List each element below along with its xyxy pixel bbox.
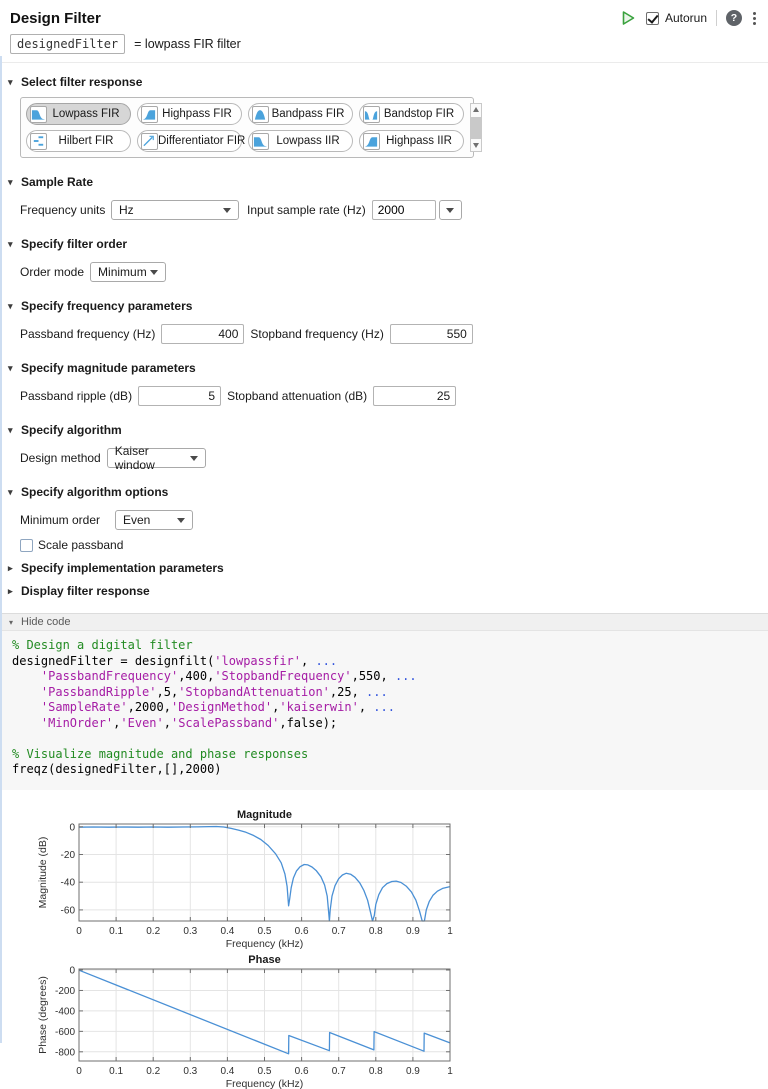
frequency-units-label: Frequency units (20, 203, 106, 217)
chart-title: Magnitude (237, 808, 292, 821)
lowpass-filter-icon (252, 133, 269, 150)
filter-response-button-highpass-iir[interactable] (359, 130, 464, 152)
y-tick-label: -800 (54, 1046, 75, 1058)
input-sample-rate-dropdown-button[interactable] (439, 200, 462, 220)
minimum-order-dropdown[interactable] (115, 510, 193, 530)
x-tick-label: 0 (76, 1065, 82, 1077)
chevron-down-icon (150, 270, 158, 275)
collapse-caret-icon (8, 487, 21, 498)
highpass-filter-icon (141, 106, 158, 123)
filter-response-button-differentiator-fir[interactable] (137, 130, 246, 152)
collapse-caret-icon (8, 239, 21, 250)
code-line: % Visualize magnitude and phase responses (12, 746, 309, 761)
y-tick-label: 0 (69, 821, 75, 833)
header-separator (0, 62, 768, 63)
y-axis-label: Phase (degrees) (37, 975, 49, 1054)
collapse-caret-icon (8, 177, 21, 188)
collapse-caret-icon (8, 586, 21, 597)
code-line: 'MinOrder','Even','ScalePassband',false); (40, 715, 338, 730)
run-icon (620, 10, 636, 26)
stopband-attenuation-label: Stopband attenuation (dB) (227, 389, 368, 403)
code-line (12, 731, 768, 747)
y-tick-label: -400 (54, 1005, 75, 1017)
code-line: % Design a digital filter (12, 638, 193, 652)
bandstop-filter-icon (363, 106, 380, 123)
collapse-caret-icon (8, 77, 21, 88)
x-tick-label: 0.4 (220, 925, 235, 937)
minimum-order-value: Even (123, 513, 151, 527)
filter-button-label: Lowpass IIR (276, 135, 340, 147)
scroll-down-icon[interactable] (473, 143, 479, 148)
design-method-value: Kaiser window (114, 444, 155, 472)
x-axis-label: Frequency (kHz) (225, 937, 304, 949)
hilbert-filter-icon (30, 133, 47, 150)
section-algorithm[interactable] (8, 423, 768, 437)
x-tick-label: 0.5 (257, 1065, 272, 1077)
section-title: Specify filter order (21, 237, 128, 251)
chevron-down-icon (177, 518, 185, 523)
filter-response-button-highpass-fir[interactable] (137, 103, 242, 125)
section-magnitude-parameters[interactable] (8, 361, 768, 375)
filter-response-button-bandpass-fir[interactable] (248, 103, 353, 125)
code-line: 'SampleRate',2000,'DesignMethod','kaiserwin', ... (40, 700, 395, 714)
section-implementation-parameters[interactable] (8, 561, 768, 575)
y-tick-label: 0 (69, 965, 75, 977)
x-tick-label: 0.6 (294, 925, 309, 937)
chevron-down-icon (446, 208, 454, 213)
x-tick-label: 0.9 (405, 925, 420, 937)
filter-panel-scrollbar[interactable] (470, 103, 482, 152)
passband-frequency-field[interactable] (161, 324, 244, 344)
section-title: Specify algorithm (21, 423, 122, 437)
header-divider (716, 10, 717, 26)
x-tick-label: 0.4 (220, 1065, 235, 1077)
chevron-down-icon (190, 456, 198, 461)
x-tick-label: 0 (76, 925, 82, 937)
section-title: Specify magnitude parameters (21, 361, 196, 375)
filter-button-label: Hilbert FIR (58, 135, 114, 147)
passband-ripple-label: Passband ripple (dB) (20, 389, 133, 403)
filter-response-button-lowpass-iir[interactable] (248, 130, 353, 152)
minimum-order-label: Minimum order (20, 513, 101, 527)
x-tick-label: 0.9 (405, 1065, 420, 1077)
y-tick-label: -20 (60, 849, 75, 861)
chevron-down-icon (223, 208, 231, 213)
filter-response-button-bandstop-fir[interactable] (359, 103, 464, 125)
filter-button-label: Highpass FIR (162, 108, 232, 120)
collapse-caret-icon (8, 363, 21, 374)
passband-frequency-label: Passband frequency (Hz) (20, 327, 156, 341)
stopband-frequency-label: Stopband frequency (Hz) (250, 327, 384, 341)
scale-passband-label: Scale passband (38, 538, 124, 552)
chart-title: Phase (248, 953, 281, 966)
scroll-up-icon[interactable] (473, 107, 479, 112)
scrollbar-thumb[interactable] (471, 117, 481, 139)
section-sample-rate[interactable] (8, 175, 768, 189)
x-tick-label: 0.1 (109, 1065, 124, 1077)
section-algorithm-options[interactable] (8, 485, 768, 499)
stopband-frequency-field[interactable] (390, 324, 473, 344)
filter-response-button-lowpass-fir[interactable] (26, 103, 131, 125)
chart-svg-phase (33, 953, 473, 1089)
design-method-dropdown[interactable] (107, 444, 206, 472)
y-tick-label: -40 (60, 877, 75, 889)
input-sample-rate-field[interactable] (372, 200, 436, 220)
filter-button-label: Differentiator FIR (158, 135, 246, 147)
filter-button-label: Bandpass FIR (271, 108, 345, 120)
code-block[interactable] (0, 631, 768, 790)
passband-ripple-field[interactable] (138, 386, 221, 406)
section-title: Specify implementation parameters (21, 561, 224, 575)
x-tick-label: 0.2 (146, 925, 161, 937)
filter-response-button-hilbert-fir[interactable] (26, 130, 131, 152)
hide-code-toggle[interactable] (0, 613, 768, 631)
section-select-filter-response[interactable] (8, 75, 768, 89)
section-display-filter-response[interactable] (8, 584, 768, 598)
figure-output (33, 808, 768, 1089)
x-tick-label: 0.5 (257, 925, 272, 937)
section-title: Specify algorithm options (21, 485, 169, 499)
more-options-icon[interactable] (751, 10, 758, 27)
collapse-caret-icon (9, 618, 21, 627)
lowpass-filter-icon (30, 106, 47, 123)
x-tick-label: 0.7 (331, 925, 346, 937)
x-tick-label: 0.6 (294, 1065, 309, 1077)
section-title: Sample Rate (21, 175, 94, 189)
x-tick-label: 0.8 (368, 1065, 383, 1077)
bandpass-filter-icon (252, 106, 269, 123)
output-description: = lowpass FIR filter (134, 37, 241, 51)
y-axis-label: Magnitude (dB) (37, 836, 49, 908)
x-tick-label: 1 (447, 925, 453, 937)
frequency-units-dropdown[interactable] (111, 200, 239, 220)
x-tick-label: 0.2 (146, 1065, 161, 1077)
autorun-label: Autorun (664, 11, 707, 25)
y-tick-label: -60 (60, 904, 75, 916)
autorun-checkbox[interactable] (646, 12, 659, 25)
collapse-caret-icon (8, 425, 21, 436)
magnitude-chart (33, 808, 768, 949)
input-sample-rate-combo (372, 200, 462, 220)
page-title: Design Filter (10, 9, 101, 27)
code-line: freqz(designedFilter,[],2000) (12, 762, 222, 776)
order-mode-label: Order mode (20, 265, 85, 279)
x-tick-label: 0.3 (183, 1065, 198, 1077)
order-mode-dropdown[interactable] (90, 262, 166, 282)
help-icon[interactable]: ? (726, 10, 742, 26)
highpass-filter-icon (363, 133, 380, 150)
code-line: designedFilter = designfilt('lowpassfir', ... (12, 653, 338, 668)
section-title: Display filter response (21, 584, 150, 598)
collapse-caret-icon (8, 301, 21, 312)
phase-chart (33, 953, 768, 1089)
code-line: 'PassbandRipple',5,'StopbandAttenuation',25, ... (40, 684, 388, 699)
x-tick-label: 0.3 (183, 925, 198, 937)
hide-code-label: Hide code (21, 616, 71, 628)
filter-button-label: Lowpass FIR (52, 108, 120, 120)
filter-button-label: Highpass IIR (386, 135, 452, 147)
input-sample-rate-label: Input sample rate (Hz) (247, 203, 366, 217)
order-mode-value: Minimum (98, 265, 147, 279)
stopband-attenuation-field[interactable] (373, 386, 456, 406)
x-tick-label: 0.1 (109, 925, 124, 937)
task-accent-strip (0, 56, 2, 1043)
design-method-label: Design method (20, 451, 101, 465)
task-header (0, 0, 768, 28)
section-filter-order[interactable] (8, 237, 768, 251)
chart-svg-magnitude (33, 808, 473, 949)
y-tick-label: -600 (54, 1026, 75, 1038)
x-axis-label: Frequency (kHz) (225, 1077, 304, 1089)
y-tick-label: -200 (54, 985, 75, 997)
run-button[interactable] (619, 9, 637, 27)
differentiator-filter-icon (141, 133, 158, 150)
output-variable-field[interactable]: designedFilter (10, 34, 125, 54)
x-tick-label: 1 (447, 1065, 453, 1077)
section-title: Specify frequency parameters (21, 299, 193, 313)
scale-passband-checkbox[interactable] (20, 539, 33, 552)
filter-response-panel (20, 97, 474, 158)
collapse-caret-icon (8, 563, 21, 574)
x-tick-label: 0.7 (331, 1065, 346, 1077)
filter-button-label: Bandstop FIR (383, 108, 455, 120)
section-frequency-parameters[interactable] (8, 299, 768, 313)
x-tick-label: 0.8 (368, 925, 383, 937)
section-title: Select filter response (21, 75, 143, 89)
task-body (0, 75, 768, 598)
code-line: 'PassbandFrequency',400,'StopbandFrequency',550, ... (40, 669, 417, 683)
frequency-units-value: Hz (119, 203, 134, 217)
